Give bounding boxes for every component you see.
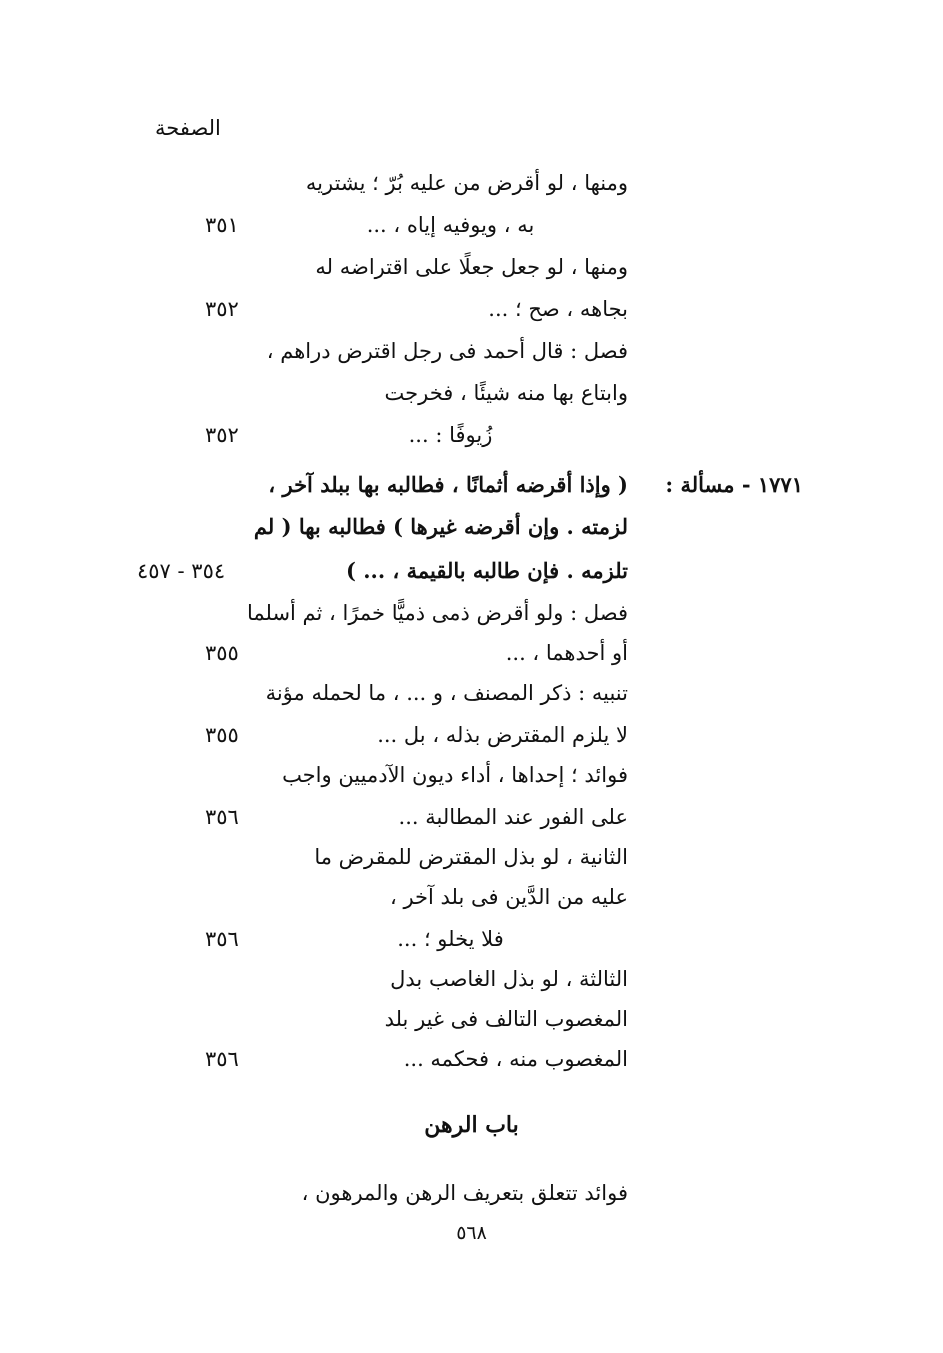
entry-page-number: ٣٥١ — [205, 213, 239, 237]
page-footer-number: ٥٦٨ — [456, 1222, 487, 1244]
entry-line: تنبيه : ذكر المصنف ، و ... ، ما لحمله مؤنة — [265, 681, 628, 705]
entry-line: ومنها ، لو أقرض من عليه بُرّ ؛ يشتريه — [305, 171, 628, 195]
entry-line: بجاهه ، صح ؛ ... — [488, 297, 628, 321]
entry-line: فوائد ؛ إحداها ، أداء ديون الآدميين واجب — [282, 763, 628, 787]
entry-page-number: ٣٥٥ — [205, 723, 239, 747]
entry-line: فصل : ولو أقرض ذمى ذميًّا خمرًا ، ثم أسلما — [246, 601, 628, 625]
entry-line: به ، ويوفيه إياه ، ... — [366, 213, 535, 237]
masala-number: ١٧٧١ - مسألة : — [665, 472, 803, 497]
entry-page-number: ٣٥٤ - ٤٥٧ — [137, 559, 226, 583]
page-column-header: الصفحة — [155, 116, 221, 140]
entry-line: عليه من الدَّين فى بلد آخر ، — [390, 885, 628, 909]
masala-line: لزمته . وإن أقرضه غيرها ) فطالبه بها ( لم — [253, 514, 628, 539]
entry-line: وابتاع بها منه شيئًا ، فخرجت — [384, 381, 628, 405]
masala-line: تلزمه . فإن طالبه بالقيمة ، ... ) — [346, 558, 628, 583]
entry-line: المغصوب منه ، فحكمه ... — [403, 1047, 628, 1071]
entry-line: الثالثة ، لو بذل الغاصب بدل — [390, 967, 628, 991]
entry-page-number: ٣٥٢ — [205, 423, 239, 447]
entry-line: زُيوفًا : ... — [408, 423, 493, 447]
entry-line: لا يلزم المقترض بذله ، بل ... — [377, 723, 628, 747]
entry-page-number: ٣٥٦ — [205, 805, 239, 829]
entry-line: فلا يخلو ؛ ... — [397, 927, 504, 951]
section-title: باب الرهن — [424, 1112, 519, 1138]
entry-line: على الفور عند المطالبة ... — [398, 805, 628, 829]
entry-page-number: ٣٥٥ — [205, 641, 239, 665]
entry-line: فوائد تتعلق بتعريف الرهن والمرهون ، — [301, 1181, 628, 1205]
entry-line: المغصوب التالف فى غير بلد — [384, 1007, 628, 1031]
entry-page-number: ٣٥٦ — [205, 1047, 239, 1071]
entry-line: فصل : قال أحمد فى رجل اقترض دراهم ، — [266, 339, 628, 363]
entry-page-number: ٣٥٢ — [205, 297, 239, 321]
entry-page-number: ٣٥٦ — [205, 927, 239, 951]
entry-line: ومنها ، لو جعل جعلًا على اقتراضه له — [315, 255, 628, 279]
entry-line: أو أحدهما ، ... — [505, 641, 628, 665]
entry-line: الثانية ، لو بذل المقترض للمقرض ما — [314, 845, 628, 869]
masala-line: ( وإذا أقرضه أثمانًا ، فطالبه بها ببلد آخر ، — [268, 472, 628, 497]
